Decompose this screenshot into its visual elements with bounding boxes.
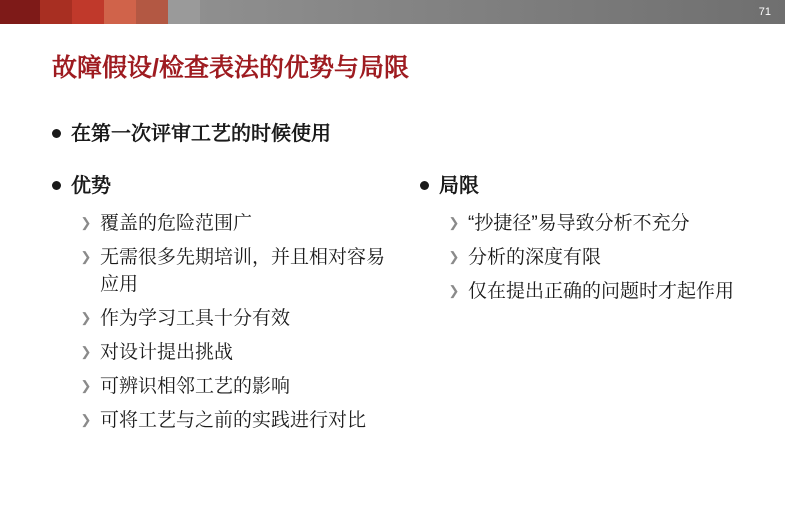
- advantages-list: [80, 210, 412, 434]
- page-title: 故障假设/检查表法的优势与局限: [52, 54, 409, 82]
- list-item-label: 仅在提出正确的问题时才起作用: [468, 281, 735, 302]
- list-item: [80, 407, 412, 434]
- column-advantages: [52, 172, 412, 441]
- intro-bullet: [52, 120, 331, 148]
- arrow-bullet-icon: ❯: [80, 249, 92, 264]
- list-item-label: 作为学习工具十分有效: [100, 308, 291, 329]
- list-item: [80, 244, 412, 298]
- limitations-list: [448, 210, 760, 305]
- list-item-label: 无需很多先期培训，并且相对容易应用: [100, 247, 386, 295]
- list-item-label: 分析的深度有限: [468, 247, 602, 268]
- arrow-bullet-icon: ❯: [80, 412, 92, 427]
- list-item-label: 可将工艺与之前的实践进行对比: [100, 410, 367, 431]
- list-item-label: “抄捷径”易导致分析不充分: [468, 213, 690, 234]
- list-item-label: 覆盖的危险范围广: [100, 213, 253, 234]
- arrow-bullet-icon: ❯: [448, 283, 460, 298]
- list-item: [80, 210, 412, 237]
- list-item: [80, 305, 412, 332]
- bullet-dot-icon: [52, 181, 61, 190]
- page-number: 71: [758, 6, 771, 18]
- column-limitations-heading: [420, 172, 760, 200]
- column-advantages-heading: [52, 172, 412, 200]
- list-item: [448, 244, 760, 271]
- list-item: [80, 339, 412, 366]
- list-item-label: 可辨识相邻工艺的影响: [100, 376, 291, 397]
- arrow-bullet-icon: ❯: [80, 344, 92, 359]
- slide-top-decorative-bar: [0, 0, 785, 24]
- arrow-bullet-icon: ❯: [80, 215, 92, 230]
- column-advantages-heading-label: 优势: [71, 175, 111, 197]
- list-item: [80, 373, 412, 400]
- arrow-bullet-icon: ❯: [448, 215, 460, 230]
- column-limitations-heading-label: 局限: [439, 175, 479, 197]
- list-item-label: 对设计提出挑战: [100, 342, 234, 363]
- bullet-dot-icon: [420, 181, 429, 190]
- list-item: [448, 278, 760, 305]
- bullet-dot-icon: [52, 129, 61, 138]
- arrow-bullet-icon: ❯: [80, 310, 92, 325]
- arrow-bullet-icon: ❯: [448, 249, 460, 264]
- intro-bullet-label: 在第一次评审工艺的时候使用: [71, 123, 331, 145]
- list-item: [448, 210, 760, 237]
- arrow-bullet-icon: ❯: [80, 378, 92, 393]
- column-limitations: [420, 172, 760, 312]
